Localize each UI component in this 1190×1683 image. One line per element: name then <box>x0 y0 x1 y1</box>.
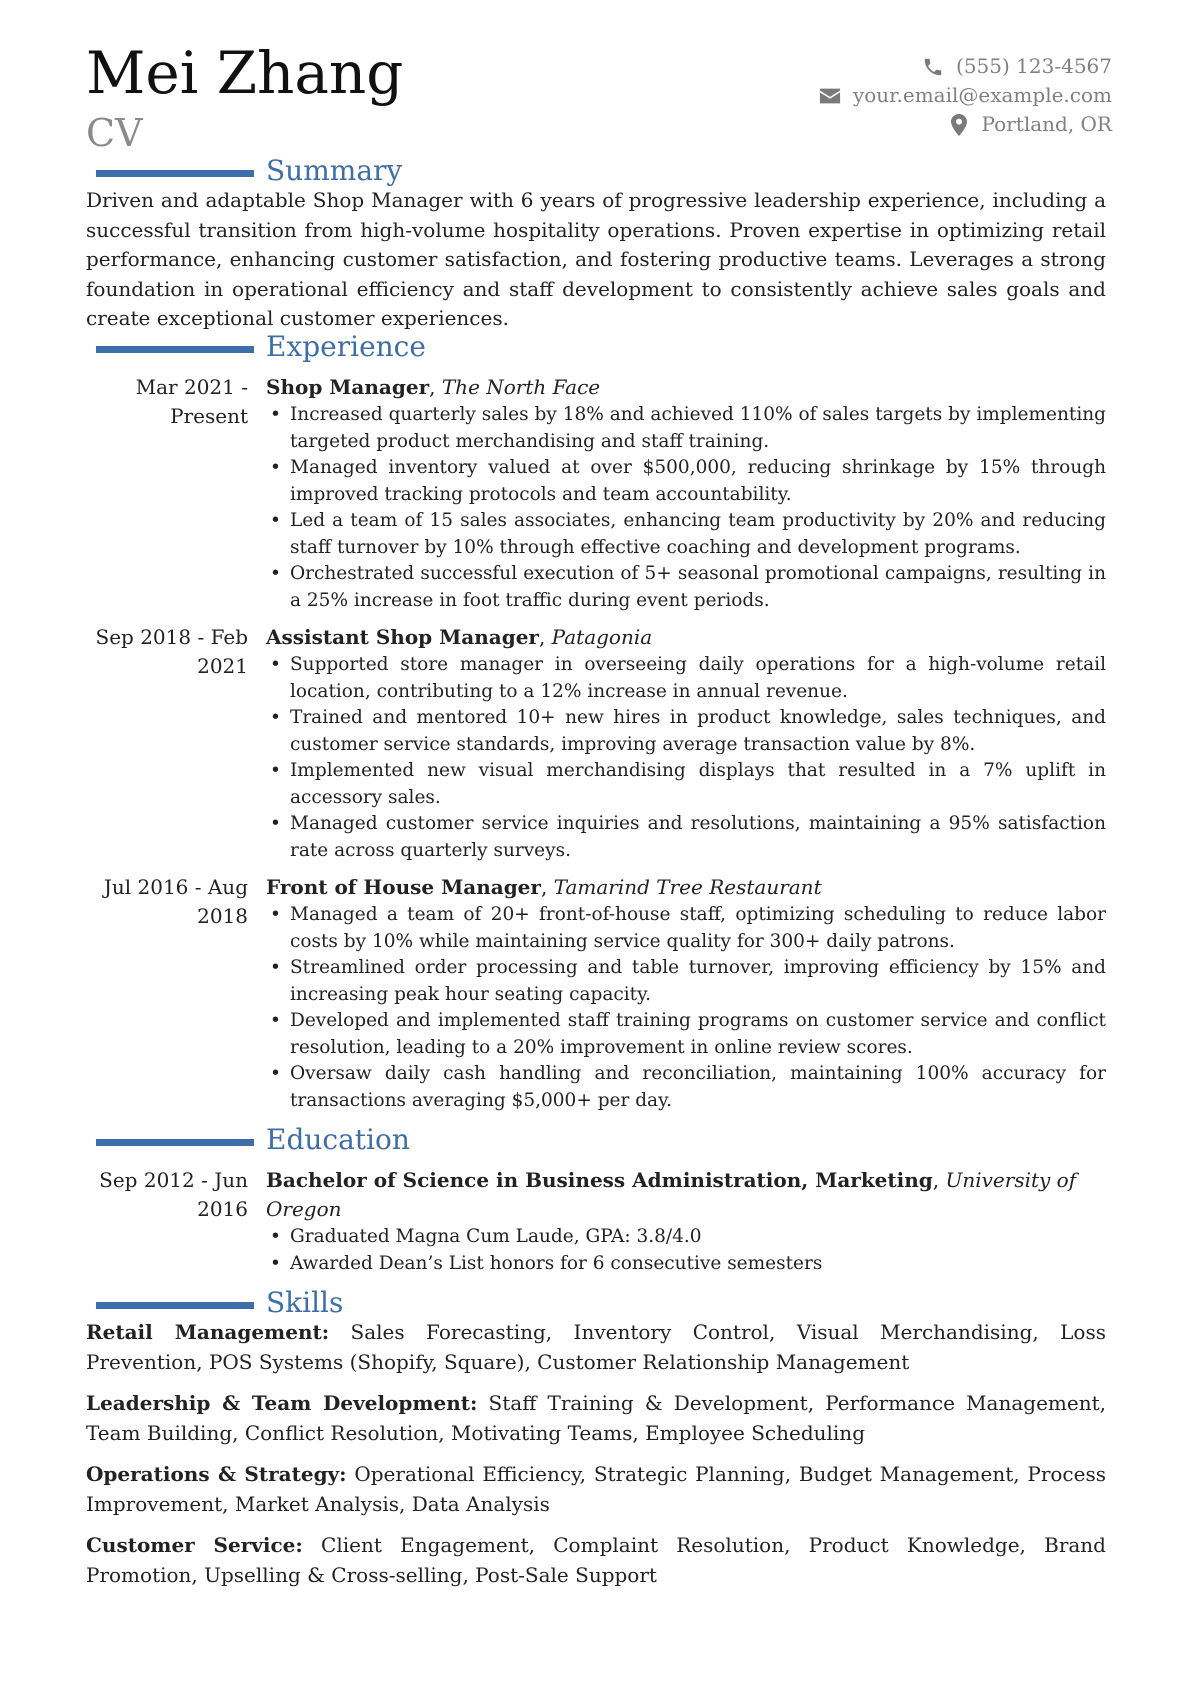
bullet-item: • Streamlined order processing and table turnover, improving efficiency by 15% and increasing peak hour seating capacity. <box>266 955 1106 1008</box>
section-title: Education <box>266 1123 410 1156</box>
bullet-item: • Implemented new visual merchandising displays that resulted in a 7% uplift in accessory sales. <box>266 758 1106 811</box>
entry-date: Sep 2012 - Jun 2016 <box>99 1168 248 1221</box>
skill-category: Leadership & Team Development: <box>86 1391 478 1415</box>
skill-category: Operations & Strategy: <box>86 1462 347 1486</box>
degree: Bachelor of Science in Business Administration, Marketing <box>266 1168 933 1192</box>
location-text: Portland, OR <box>981 112 1112 136</box>
school: University of Oregon <box>266 1168 1077 1221</box>
map-pin-icon <box>946 114 972 136</box>
entry-heading: Shop Manager, The North Face <box>266 375 601 399</box>
bullet-list <box>266 652 1106 864</box>
skill-list: Operational Efficiency, Strategic Planning, Budget Management, Process Improvement, Market Analysis, Data Analysis <box>86 1462 1106 1516</box>
bullet-item: • Managed customer service inquiries and resolutions, maintaining a 95% satisfaction rate across quarterly surveys. <box>266 811 1106 864</box>
entry-heading: Bachelor of Science in Business Administration, Marketing, University of Oregon <box>266 1168 1077 1221</box>
contact-block <box>817 52 1112 139</box>
email-link[interactable]: your.email@example.com <box>852 83 1112 107</box>
phone-text[interactable]: (555) 123-4567 <box>956 54 1112 78</box>
skill-group <box>86 1460 1106 1519</box>
bullet-item: • Led a team of 15 sales associates, enhancing team productivity by 20% and reducing staff turnover by 10% through effective coaching and development programs. <box>266 508 1106 561</box>
skill-list: Staff Training & Development, Performance Management, Team Building, Conflict Resolution, Motivating Teams, Employee Scheduling <box>86 1391 1107 1445</box>
summary-text: Driven and adaptable Shop Manager with 6 years of progressive leadership experience, including a successful transition from high-volume hospitality operations. Proven expertise in optimizing retail performance, enhancing customer satisfaction, and fostering productive teams. Leverages a strong foundation in operational efficiency and staff development to consistently achieve sales goals and create exceptional customer experiences. <box>86 188 1106 330</box>
candidate-name: Mei Zhang <box>86 39 404 107</box>
bullet-item: • Oversaw daily cash handling and reconciliation, maintaining 100% accuracy for transactions averaging $5,000+ per day. <box>266 1061 1106 1114</box>
section-accent-bar <box>96 346 254 353</box>
job-title: Assistant Shop Manager <box>266 625 539 649</box>
summary-heading <box>86 154 1106 188</box>
experience-heading <box>86 330 1106 364</box>
job-title: Shop Manager <box>266 375 430 399</box>
entry-body <box>266 623 1106 864</box>
entry-date: Sep 2018 - Feb 2021 <box>95 625 248 678</box>
skill-category: Retail Management: <box>86 1320 330 1344</box>
skill-group <box>86 1318 1106 1377</box>
job-title: Front of House Manager <box>266 875 541 899</box>
employer: Tamarind Tree Restaurant <box>553 875 822 899</box>
entry-heading: Assistant Shop Manager, Patagonia <box>266 625 653 649</box>
section-title: Summary <box>266 154 403 187</box>
bullet-list <box>266 902 1106 1114</box>
contact-phone <box>817 52 1112 81</box>
bullet-item: • Graduated Magna Cum Laude, GPA: 3.8/4.0 <box>266 1224 1106 1251</box>
bullet-item: • Developed and implemented staff training programs on customer service and conflict resolution, leading to a 20% improvement in online review scores. <box>266 1008 1106 1061</box>
entry-date: Mar 2021 - Present <box>135 375 248 428</box>
skill-group <box>86 1531 1106 1590</box>
bullet-item: • Increased quarterly sales by 18% and achieved 110% of sales targets by implementing targeted product merchandising and staff training. <box>266 402 1106 455</box>
skill-list: Sales Forecasting, Inventory Control, Visual Merchandising, Loss Prevention, POS Systems (Shopify, Square), Customer Relationship Management <box>86 1320 1107 1374</box>
employer: Patagonia <box>551 625 653 649</box>
section-accent-bar <box>96 1139 254 1146</box>
section-title: Skills <box>266 1286 344 1319</box>
bullet-item: • Managed a team of 20+ front-of-house staff, optimizing scheduling to reduce labor costs by 10% while maintaining service quality for 300+ daily patrons. <box>266 902 1106 955</box>
bullet-item: • Orchestrated successful execution of 5+ seasonal promotional campaigns, resulting in a 25% increase in foot traffic during event periods. <box>266 561 1106 614</box>
entry-body <box>266 373 1106 614</box>
skill-group <box>86 1389 1106 1448</box>
document-subtitle: CV <box>86 111 143 155</box>
entry-heading: Front of House Manager, Tamarind Tree Restaurant <box>266 875 822 899</box>
contact-email <box>817 81 1112 110</box>
bullet-item: • Awarded Dean’s List honors for 6 consecutive semesters <box>266 1251 1106 1278</box>
bullet-item: • Supported store manager in overseeing daily operations for a high-volume retail location, contributing to a 12% increase in annual revenue. <box>266 652 1106 705</box>
bullet-item: • Trained and mentored 10+ new hires in product knowledge, sales techniques, and customer service standards, improving average transaction value by 8%. <box>266 705 1106 758</box>
contact-location <box>817 110 1112 139</box>
section-accent-bar <box>96 1302 254 1309</box>
entry-body <box>266 1166 1106 1277</box>
skill-category: Customer Service: <box>86 1533 303 1557</box>
skill-list: Client Engagement, Complaint Resolution, Product Knowledge, Brand Promotion, Upselling & Cross-selling, Post-Sale Support <box>86 1533 1106 1587</box>
skills-heading <box>86 1286 1106 1320</box>
phone-icon <box>920 56 946 78</box>
entry-body <box>266 873 1106 1114</box>
employer: The North Face <box>441 375 601 399</box>
envelope-icon <box>817 87 843 105</box>
education-heading <box>86 1123 1106 1157</box>
bullet-item: • Managed inventory valued at over $500,000, reducing shrinkage by 15% through improved tracking protocols and team accountability. <box>266 455 1106 508</box>
bullet-list <box>266 1224 1106 1277</box>
bullet-list <box>266 402 1106 614</box>
section-accent-bar <box>96 170 254 177</box>
entry-date: Jul 2016 - Aug 2018 <box>103 875 248 928</box>
section-title: Experience <box>266 330 426 363</box>
